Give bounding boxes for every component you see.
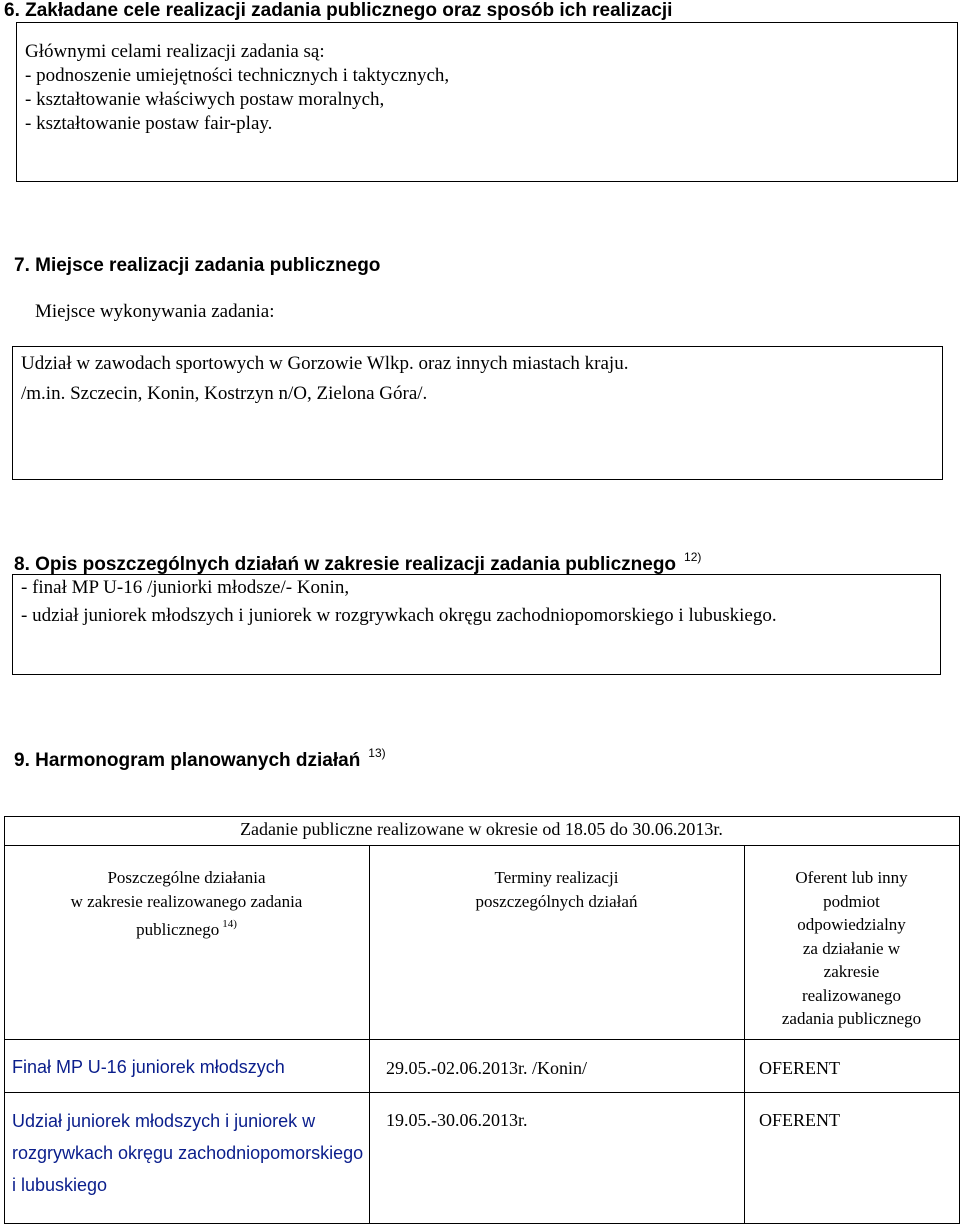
table-row-1-action: Finał MP U-16 juniorek młodszych	[12, 1057, 285, 1077]
footnote-13: 13)	[368, 746, 386, 760]
section-6-box	[16, 22, 958, 182]
header-terms: Terminy realizacji poszczególnych działań	[475, 868, 638, 911]
place-line: Udział w zawodach sportowych w Gorzowie Wlkp. oraz innych miastach kraju.	[21, 353, 629, 374]
footnote-14: 14)	[222, 918, 237, 930]
period-row: Zadanie publiczne realizowane w okresie od 18.05 do 30.06.2013r.	[240, 819, 723, 839]
table-row-2-responsible: OFERENT	[759, 1110, 840, 1130]
activity-line: - udział juniorek młodszych i juniorek w rozgrywkach okręgu zachodniopomorskiego i lubuskiego.	[21, 605, 777, 626]
place-subheading: Miejsce wykonywania zadania:	[35, 301, 275, 322]
goal-item: - kształtowanie postaw fair-play.	[25, 113, 273, 134]
schedule-table	[4, 816, 960, 1224]
footnote-12: 12)	[684, 550, 702, 564]
goal-item: - kształtowanie właściwych postaw moralnych,	[25, 89, 385, 110]
section-8-heading: 8. Opis poszczególnych działań w zakresie realizacji zadania publicznego $^{12)}$	[14, 550, 702, 575]
table-row-2-action: Udział juniorek młodszych i juniorek w rozgrywkach okręgu zachodniopomorskiego i lubuskiego	[12, 1111, 364, 1195]
section-7-box	[12, 346, 943, 480]
goals-intro: Głównymi celami realizacji zadania są:	[25, 41, 325, 62]
header-actions: Poszczególne działania w zakresie realizowanego zadania publicznego $^{14)}$	[70, 868, 303, 939]
section-7-heading: 7. Miejsce realizacji zadania publicznego	[14, 255, 381, 276]
header-responsible: Oferent lub inny podmiot odpowiedzialny za działanie w zakresie realizowanego zadania publicznego	[781, 868, 922, 1028]
place-line: /m.in. Szczecin, Konin, Kostrzyn n/O, Zielona Góra/.	[21, 383, 428, 404]
goal-item: - podnoszenie umiejętności technicznych i taktycznych,	[25, 65, 450, 86]
activity-line: - finał MP U-16 /juniorki młodsze/- Konin,	[21, 577, 350, 598]
section-6-heading: 6. Zakładane cele realizacji zadania publicznego oraz sposób ich realizacji	[4, 0, 673, 21]
table-row-2-term: 19.05.-30.06.2013r.	[386, 1110, 528, 1130]
section-8-box	[12, 574, 941, 675]
section-9-heading: 9. Harmonogram planowanych działań $^{13)}$	[14, 746, 386, 771]
table-row-1-term: 29.05.-02.06.2013r. /Konin/	[386, 1058, 587, 1078]
table-row-1-responsible: OFERENT	[759, 1058, 840, 1078]
